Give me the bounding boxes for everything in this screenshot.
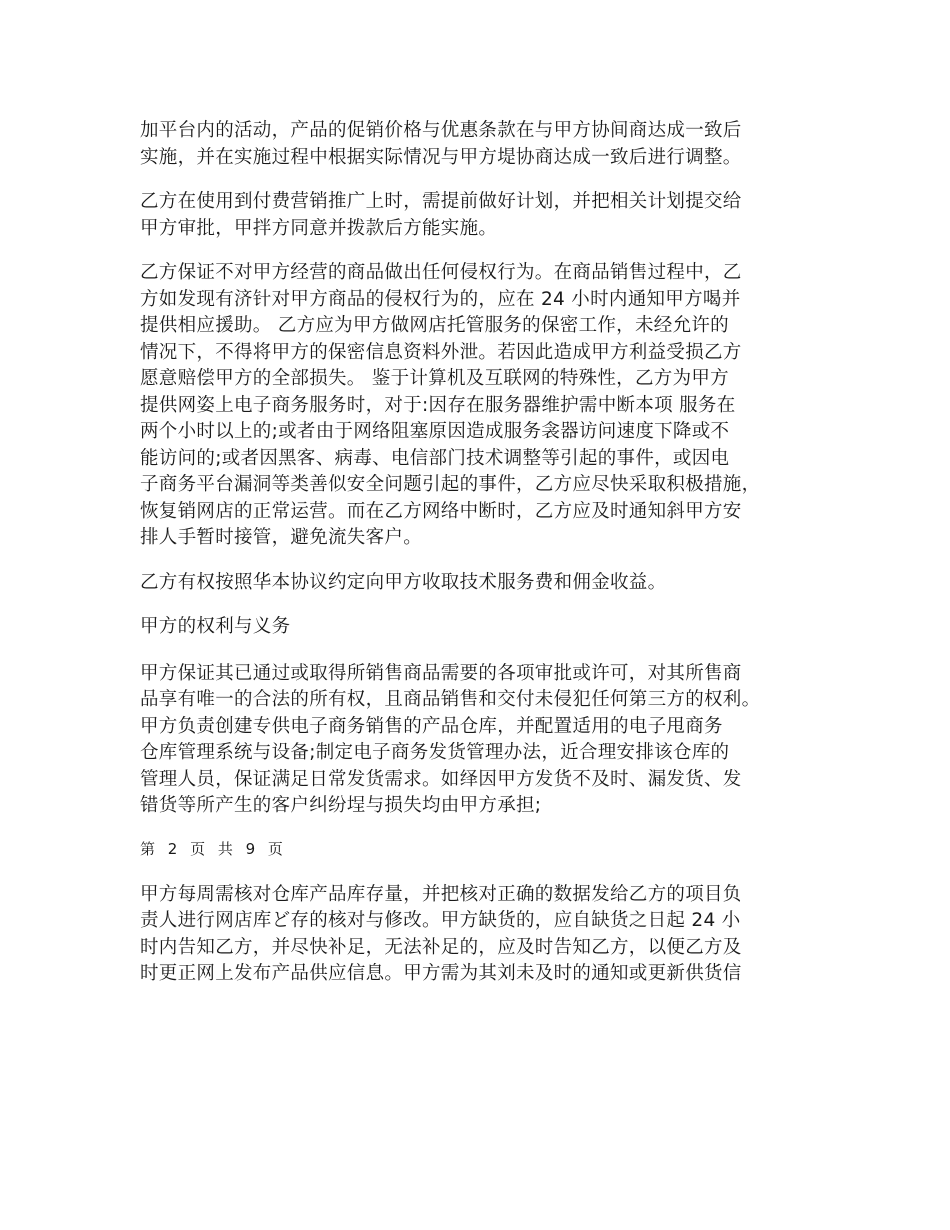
text-line: 时更正网上发布产品供应信息。甲方需为其刘未及时的通知或更新供货信 bbox=[140, 963, 742, 984]
paragraph-paid-marketing bbox=[140, 189, 840, 242]
text-line: 愿意赔偿甲方的全部损失。 鉴于计算机及互联网的特殊性，乙方为甲方 bbox=[140, 368, 729, 389]
paragraph-party-a-guarantee bbox=[140, 661, 840, 820]
text-line: 甲方保证其已通过或取得所销售商品需要的各项审批或许可，对其所售商 bbox=[140, 662, 742, 684]
text-line: 排人手暂时接管，避免流失客户。 bbox=[140, 527, 423, 548]
text-line: 提供网姿上电子商务服务时，对于:因存在服务器维护需中断本项 服务在 bbox=[140, 394, 736, 416]
text-line: 乙方有权按照华本协议约定向甲方收取技术服务费和佣金收益。 bbox=[140, 571, 667, 593]
text-line: 两个小时以上的;或者由于网络阻塞原因造成服务衾器访问速度下降或不 bbox=[140, 421, 730, 442]
text-line: 错货等所产生的客户纠纷埕与损失均由甲方承担; bbox=[140, 795, 542, 816]
text-line: 责人进行网店库ど存的核对与修改。甲方缺货的，应自缺货之日起 24 小 bbox=[140, 910, 741, 931]
text-line: 甲方每周需核对仓库产品库存量，并把核对正确的数据发给乙方的项目负 bbox=[140, 883, 742, 905]
text-line: 能访问的;或者因黑客、病毒、电信部门技术调整等引起的事件，或因电 bbox=[140, 447, 730, 469]
text-line: 乙方在使用到付费营销推广上时，需提前做好计划，并把相关计划提交给 bbox=[140, 191, 742, 212]
text-line: 实施，并在实施过程中根据实际情况与甲方堤协商达成一致后进行调整。 bbox=[140, 146, 742, 168]
text-line: 加平台内的活动，产品的促销价格与优惠条款在与甲方协间商达成一致后 bbox=[140, 120, 742, 141]
text-line: 品享有唯一的合法的所有权，且商品销售和交付未侵犯任何第三方的权利。 bbox=[140, 689, 761, 710]
section-heading: 甲方的权利与义务 bbox=[140, 616, 291, 637]
text-line: 提供相应援助。 乙方应为甲方做网店托管服务的保密工作，未经允许的 bbox=[140, 315, 729, 336]
text-line: 仓库管理系统与设备;制定电子商务发货管理办法，近合理安排该仓库的 bbox=[140, 742, 730, 763]
text-line: 恢复销网店的正常运营。而在乙方网络中断时，乙方应及时通知斜甲方安 bbox=[140, 500, 742, 522]
text-line: 乙方保证不对甲方经营的商品做出任何侵权行为。在商品销售过程中，乙 bbox=[140, 262, 742, 283]
paragraph-promotion bbox=[140, 118, 840, 171]
text-line: 时内告知乙方，并尽快补足，无法补足的，应及时告知乙方，以便乙方及 bbox=[140, 936, 742, 958]
paragraph-service-fees bbox=[140, 570, 840, 597]
document-page bbox=[140, 118, 840, 1006]
text-line: 情况下，不得将甲方的保密信息资料外泄。若因此造成甲方利益受损乙方 bbox=[140, 341, 742, 363]
page-number-footer: 第 2 页 共 9 页 bbox=[140, 839, 287, 858]
paragraph-inventory-check bbox=[140, 882, 840, 988]
text-line: 子商务平台漏洞等类善似安全问题引起的事件，乙方应尽快采取积极措施， bbox=[140, 474, 761, 495]
text-line: 方如发现有济针对甲方商品的侵权行为的，应在 24 小时内通知甲方喝并 bbox=[140, 288, 741, 310]
text-line: 管理人员，保证满足日常发货需求。如绎因甲方发货不及时、漏发货、发 bbox=[140, 768, 742, 790]
paragraph-infringement-confidentiality bbox=[140, 260, 840, 552]
text-line: 甲方审批，甲拌方同意并拨款后方能实施。 bbox=[140, 217, 498, 239]
text-line: 甲方负责创建专供电子商务销售的产品仓库，并配置适用的电子甩商务 bbox=[140, 715, 723, 737]
